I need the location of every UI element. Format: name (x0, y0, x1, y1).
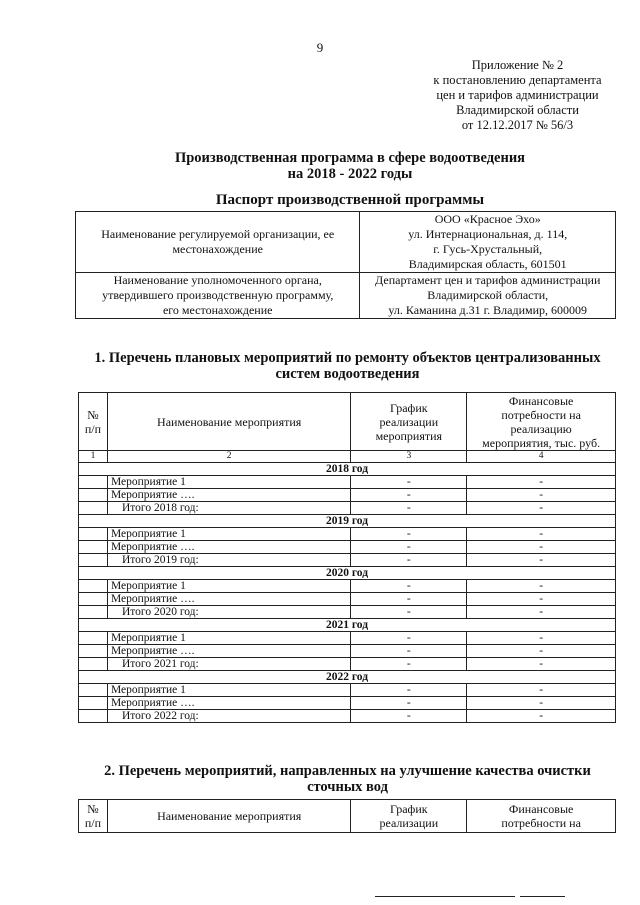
table-row (79, 528, 616, 541)
cell-schedule: - (351, 658, 467, 671)
cell-finance: - (467, 541, 616, 554)
cell-finance: - (467, 658, 616, 671)
cell-schedule: - (351, 502, 467, 515)
cell-name: Мероприятие 1 (107, 476, 350, 489)
cell-num (79, 710, 108, 723)
appendix-line: к постановлению департамента (433, 73, 602, 87)
passport-org-label: Наименование регулируемой организации, ее местонахождение (76, 212, 360, 273)
table-row (79, 684, 616, 697)
cell-num (79, 632, 108, 645)
cell-finance: - (467, 632, 616, 645)
cell-schedule: - (351, 697, 467, 710)
table-row (79, 541, 616, 554)
cell-finance: - (467, 697, 616, 710)
cell-num (79, 489, 108, 502)
cell-num (79, 645, 108, 658)
cell-finance: - (467, 554, 616, 567)
section2-title: 2. Перечень мероприятий, направленных на улучшение качества очистки сточных вод (104, 763, 591, 795)
cell-name: Мероприятие …. (107, 593, 350, 606)
year-row (79, 567, 616, 580)
cell-num (79, 476, 108, 489)
cell-name: Итого 2022 год: (107, 710, 350, 723)
table-row (79, 476, 616, 489)
cell-schedule: - (351, 489, 467, 502)
appendix-line: цен и тарифов администрации (436, 88, 599, 102)
cell-finance: - (467, 489, 616, 502)
appendix-line: Приложение № 2 (471, 58, 564, 72)
cell-schedule: - (351, 528, 467, 541)
title-line-2: на 2018 - 2022 годы (287, 166, 413, 182)
appendix-block (400, 58, 635, 133)
cell-num (79, 580, 108, 593)
cell-name: Итого 2020 год: (107, 606, 350, 619)
passport-row-authority (76, 273, 616, 319)
passport-title: Паспорт производственной программы (215, 192, 485, 208)
year-heading: 2022 год (79, 671, 616, 684)
year-row (79, 463, 616, 476)
column-number: 2 (107, 451, 350, 463)
total-row (79, 710, 616, 723)
cell-finance: - (467, 528, 616, 541)
column-number: 3 (351, 451, 467, 463)
cell-schedule: - (351, 476, 467, 489)
passport-row-organization (76, 212, 616, 273)
cell-schedule: - (351, 593, 467, 606)
cell-finance: - (467, 645, 616, 658)
total-row (79, 658, 616, 671)
cell-finance: - (467, 684, 616, 697)
year-heading: 2018 год (79, 463, 616, 476)
cell-name: Мероприятие 1 (107, 632, 350, 645)
table-row (79, 580, 616, 593)
footer-rule (375, 896, 515, 897)
title-line-1: Производственная программа в сфере водоотведения (174, 150, 526, 166)
column-number: 1 (79, 451, 108, 463)
header-finance: Финансовые потребности на реализацию мероприятия, тыс. руб. (467, 393, 616, 451)
year-heading: 2021 год (79, 619, 616, 632)
page-number: 9 (316, 40, 324, 55)
cell-name: Мероприятие …. (107, 541, 350, 554)
cell-name: Мероприятие …. (107, 645, 350, 658)
cell-num (79, 554, 108, 567)
header-schedule: График реализации мероприятия (351, 393, 467, 451)
cell-num (79, 528, 108, 541)
cell-name: Мероприятие 1 (107, 684, 350, 697)
passport-authority-value: Департамент цен и тарифов администрации Владимирской области, ул. Каманина д.31 г. Владимир, 600009 (360, 273, 616, 319)
cell-name: Мероприятие 1 (107, 580, 350, 593)
cell-finance: - (467, 593, 616, 606)
cell-finance: - (467, 476, 616, 489)
cell-name: Мероприятие 1 (107, 528, 350, 541)
cell-num (79, 658, 108, 671)
header-num: № п/п (79, 393, 108, 451)
column-number: 4 (467, 451, 616, 463)
plan-header-row (79, 393, 616, 451)
table-row (79, 697, 616, 710)
year-heading: 2019 год (79, 515, 616, 528)
cell-schedule: - (351, 606, 467, 619)
cell-name: Итого 2018 год: (107, 502, 350, 515)
cell-num (79, 684, 108, 697)
cell-schedule: - (351, 632, 467, 645)
table-row (79, 593, 616, 606)
table-row (79, 632, 616, 645)
section2-header-row (79, 800, 616, 833)
year-row (79, 619, 616, 632)
cell-name: Мероприятие …. (107, 697, 350, 710)
section1-title: 1. Перечень плановых мероприятий по ремонту объектов централизованных систем водоотведения (94, 350, 601, 382)
column-number-row (79, 451, 616, 463)
cell-num (79, 606, 108, 619)
appendix-line: Владимирской области (456, 103, 579, 117)
cell-num (79, 541, 108, 554)
passport-org-value: ООО «Красное Эхо» ул. Интернациональная, д. 114, г. Гусь-Хрустальный, Владимирская область, 601501 (360, 212, 616, 273)
cell-num (79, 697, 108, 710)
cell-finance: - (467, 502, 616, 515)
header-name: Наименование мероприятия (107, 393, 350, 451)
footer-rule (520, 896, 565, 897)
plan-table (78, 392, 616, 723)
cell-num (79, 593, 108, 606)
year-heading: 2020 год (79, 567, 616, 580)
document-title (80, 150, 620, 182)
section2-table (78, 799, 616, 833)
cell-num (79, 502, 108, 515)
cell-name: Итого 2019 год: (107, 554, 350, 567)
s2-header-schedule: График реализации (351, 800, 467, 833)
appendix-line: от 12.12.2017 № 56/3 (461, 118, 574, 132)
cell-name: Итого 2021 год: (107, 658, 350, 671)
cell-finance: - (467, 606, 616, 619)
cell-schedule: - (351, 710, 467, 723)
year-row (79, 515, 616, 528)
year-row (79, 671, 616, 684)
cell-schedule: - (351, 684, 467, 697)
passport-table (75, 211, 616, 319)
table-row (79, 645, 616, 658)
passport-authority-label: Наименование уполномоченного органа, утвердившего производственную программу, его местонахождение (76, 273, 360, 319)
cell-schedule: - (351, 541, 467, 554)
total-row (79, 554, 616, 567)
cell-schedule: - (351, 554, 467, 567)
cell-schedule: - (351, 580, 467, 593)
total-row (79, 606, 616, 619)
s2-header-num: № п/п (79, 800, 108, 833)
s2-header-name: Наименование мероприятия (107, 800, 350, 833)
s2-header-finance: Финансовые потребности на (467, 800, 616, 833)
cell-finance: - (467, 710, 616, 723)
table-row (79, 489, 616, 502)
total-row (79, 502, 616, 515)
cell-schedule: - (351, 645, 467, 658)
cell-name: Мероприятие …. (107, 489, 350, 502)
cell-finance: - (467, 580, 616, 593)
